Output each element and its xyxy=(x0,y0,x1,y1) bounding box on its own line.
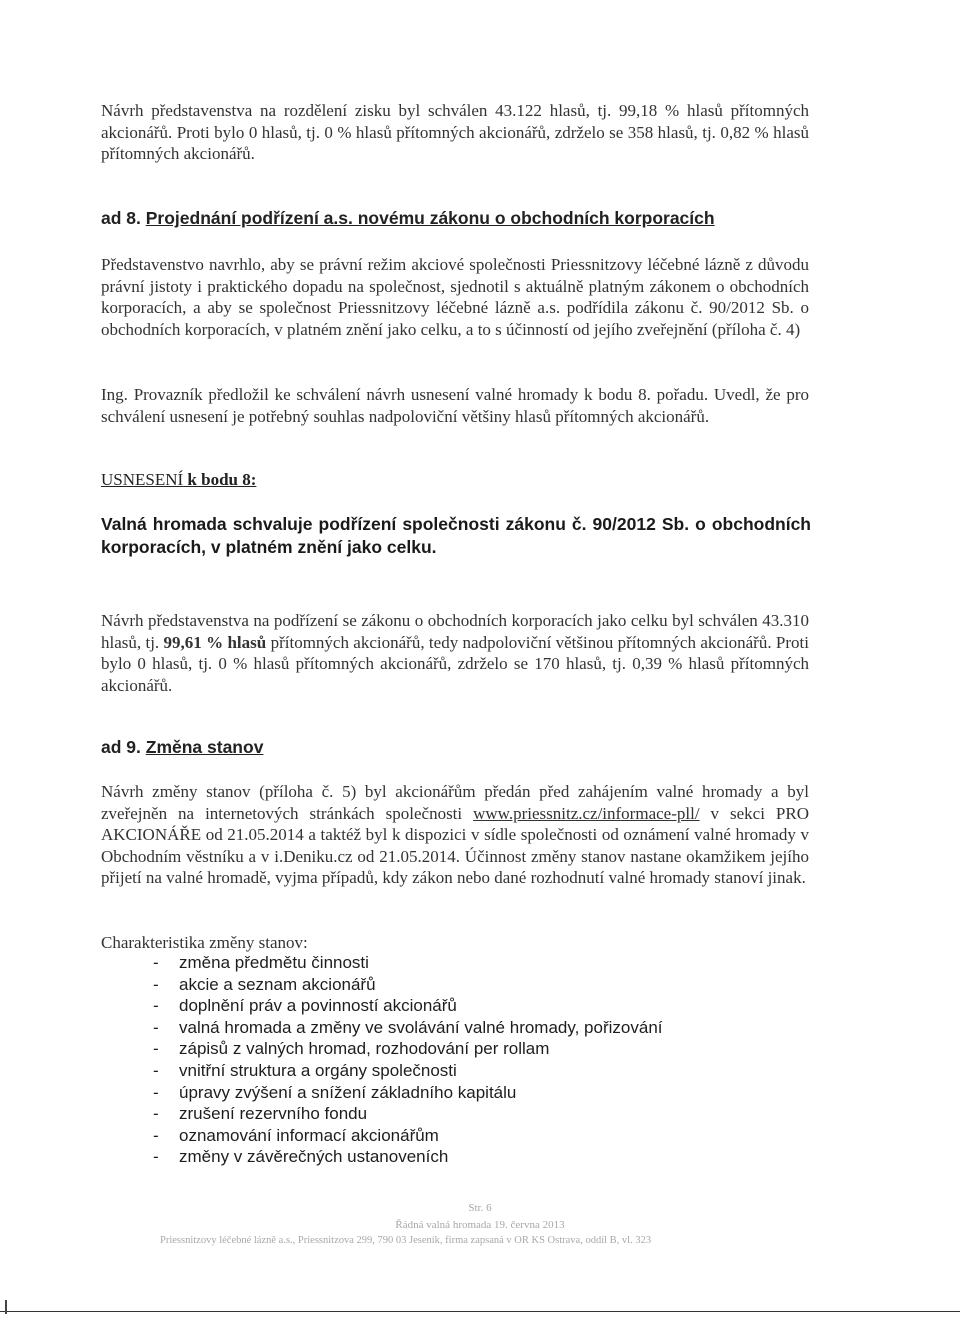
scan-edge-mark xyxy=(5,1300,7,1314)
list-item: - doplnění práv a povinností akcionářů xyxy=(153,996,457,1016)
list-item: - vnitřní struktura a orgány společnosti xyxy=(153,1060,457,1080)
section-heading-8 xyxy=(101,208,715,229)
paragraph-profit-vote: Návrh představenstva na rozdělení zisku byl schválen 43.122 hlasů, tj. 99,18 % hlasů přítomných akcionářů. Proti bylo 0 hlasů, tj. 0 % hlasů přítomných akcionářů, zdrželo se 358 hlasů, tj. 0,82 % hlasů přítomných akcionářů. xyxy=(101,101,809,163)
changes-list xyxy=(101,952,663,1168)
list-item: - akcie a seznam akcionářů xyxy=(153,974,376,994)
paragraph-board-proposal: Představenstvo navrhlo, aby se právní režim akciové společnosti Priessnitzovy léčebné lázně z důvodu právní jistoty i praktického dopadu na společnost, sjednotil s aktuálně platným zákonem o obchodních korporacích, a aby se společnost Priessnitzovy léčebné lázně a.s. podřídila zákonu č. 90/2012 Sb. o obchodních korporacích, v platném znění jako celku, a to s účinností od jejího zveřejnění (příloha č. 4) xyxy=(101,255,809,339)
vote-text-b: přítomných akcionářů, tedy nadpoloviční většinou přítomných akcionářů. Proti bylo 0 hlasů, tj. 0 % hlasů přítomných akcionářů, zdrželo se 170 hlasů, tj. 0,39 % hlasů přítomných akcionářů. xyxy=(101,632,809,695)
footer-company: Priessnitzovy léčebné lázně a.s., Priessnitzova 299, 790 03 Jeseník, firma zapsaná v OR KS Ostrava, oddíl B, vl. 323 xyxy=(160,1235,652,1246)
vote-text-a: Návrh představenstva na podřízení se zákonu o obchodních korporacích jako celku byl schválen 43.310 hlasů, tj. xyxy=(101,611,809,652)
paragraph-statute-change xyxy=(101,781,809,889)
scan-edge-line xyxy=(0,1311,960,1312)
website-link[interactable]: www.priessnitz.cz/informace-pll/ xyxy=(473,803,700,823)
list-item: - změna předmětu činnosti xyxy=(153,953,369,972)
section-number: ad 9. xyxy=(101,737,146,757)
vote-percentage: 99,61 % hlasů xyxy=(163,632,267,652)
list-item: - změny v závěrečných ustanoveních xyxy=(153,1147,449,1167)
resolution-text: Valná hromada schvaluje podřízení společnosti zákonu č. 90/2012 Sb. o obchodních korporacích, v platném znění jako celku. xyxy=(101,514,811,557)
statute-text-b: v sekci PRO AKCIONÁŘE od 21.05.2014 a taktéž byl k dispozici v sídle společnosti od oznámení valné hromady v Obchodním věstníku a v i.Deniku.cz od 21.05.2014. Účinnost změny stanov nastane okamžikem jejího přijetí na valné hromadě, vyjma případů, kdy zákon nebo dané rozhodnutí valné hromady stanoví jinak. xyxy=(101,803,809,887)
paragraph-provaznik: Ing. Provazník předložil ke schválení návrh usnesení valné hromady k bodu 8. pořadu. Uvedl, že pro schválení usnesení je potřebný souhlas nadpoloviční většiny hlasů přítomných akcionářů. xyxy=(101,385,809,426)
list-item: - oznamování informací akcionářům xyxy=(153,1125,439,1145)
list-item: - zápisů z valných hromad, rozhodování per rollam xyxy=(153,1039,550,1059)
statute-text-a: Návrh změny stanov (příloha č. 5) byl akcionářům předán před zahájením valné hromady a byl zveřejněn na internetových stránkách společnosti xyxy=(101,782,809,823)
section-number: ad 8. xyxy=(101,208,146,228)
paragraph-vote-result xyxy=(101,610,809,696)
footer-meeting: Řádná valná hromada 19. června 2013 xyxy=(395,1219,565,1231)
resolution-word: USNESENÍ xyxy=(101,470,184,489)
section-title: Projednání podřízení a.s. novému zákonu o obchodních korporacích xyxy=(145,208,715,228)
resolution-point: k bodu 8: xyxy=(183,470,257,489)
list-item: - valná hromada a změny ve svolávání valné hromady, pořizování xyxy=(153,1017,663,1037)
section-title: Změna stanov xyxy=(145,737,264,757)
footer-page-number: Str. 6 xyxy=(468,1202,492,1214)
changes-intro: Charakteristika změny stanov: xyxy=(101,933,308,952)
list-item: - úpravy zvýšení a snížení základního kapitálu xyxy=(153,1082,517,1102)
section-heading-9 xyxy=(101,737,263,758)
resolution-heading xyxy=(101,470,256,490)
list-item: - zrušení rezervního fondu xyxy=(153,1104,368,1124)
